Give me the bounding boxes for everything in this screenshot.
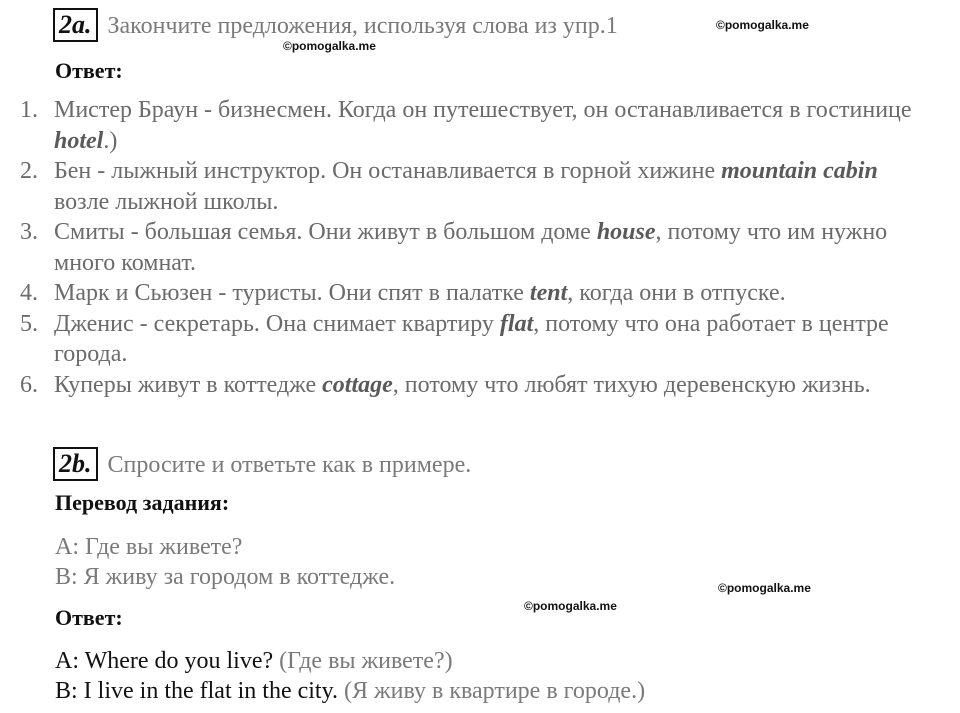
dialogue-line: B: I live in the flat in the city. (Я живу в квартире в городе.) [55,678,646,704]
dialogue-line: A: Where do you live? (Где вы живете?) [55,648,453,674]
answers-2a-list [0,95,930,400]
translation-line: А: Где вы живете? [55,534,243,560]
list-item: 2. Бен - лыжный инструктор. Он останавливается в горной хижине mountain cabin возле лыжной школы. [20,158,878,215]
task-2b-instruction: Спросите и ответьте как в примере. [107,452,472,478]
list-item: 5. Дженис - секретарь. Она снимает квартиру flat, потому что она работает в центре города. [20,310,889,367]
answers-2b [55,646,645,706]
task-2b-header [53,447,471,481]
translation-block [55,532,395,592]
watermark: ©pomogalka.me [718,581,811,595]
translation-heading: Перевод задания: [55,490,230,515]
task-2b-badge: 2b. [53,447,98,481]
list-item: 3. Смиты - большая семья. Они живут в большом доме house, потому что им нужно много комнат. [20,219,888,276]
task-2a-header [53,8,618,42]
task-2a-instruction: Закончите предложения, используя слова из упр.1 [107,13,618,39]
list-item: 4. Марк и Сьюзен - туристы. Они спят в палатке tent, когда они в отпуске. [20,280,786,306]
list-item: 6. Куперы живут в коттедже cottage, потому что любят тихую деревенскую жизнь. [20,371,871,398]
answer-heading: Ответ: [55,58,123,83]
translation-line: В: Я живу за городом в коттедже. [55,564,396,590]
watermark: ©pomogalka.me [716,18,809,32]
task-2a-badge: 2a. [53,8,98,42]
answer-heading-2: Ответ: [55,605,123,630]
watermark: ©pomogalka.me [524,599,617,613]
watermark: ©pomogalka.me [283,39,376,53]
list-item: 1. Мистер Браун - бизнесмен. Когда он путешествует, он останавливается в гостинице hotel.) [20,97,912,154]
